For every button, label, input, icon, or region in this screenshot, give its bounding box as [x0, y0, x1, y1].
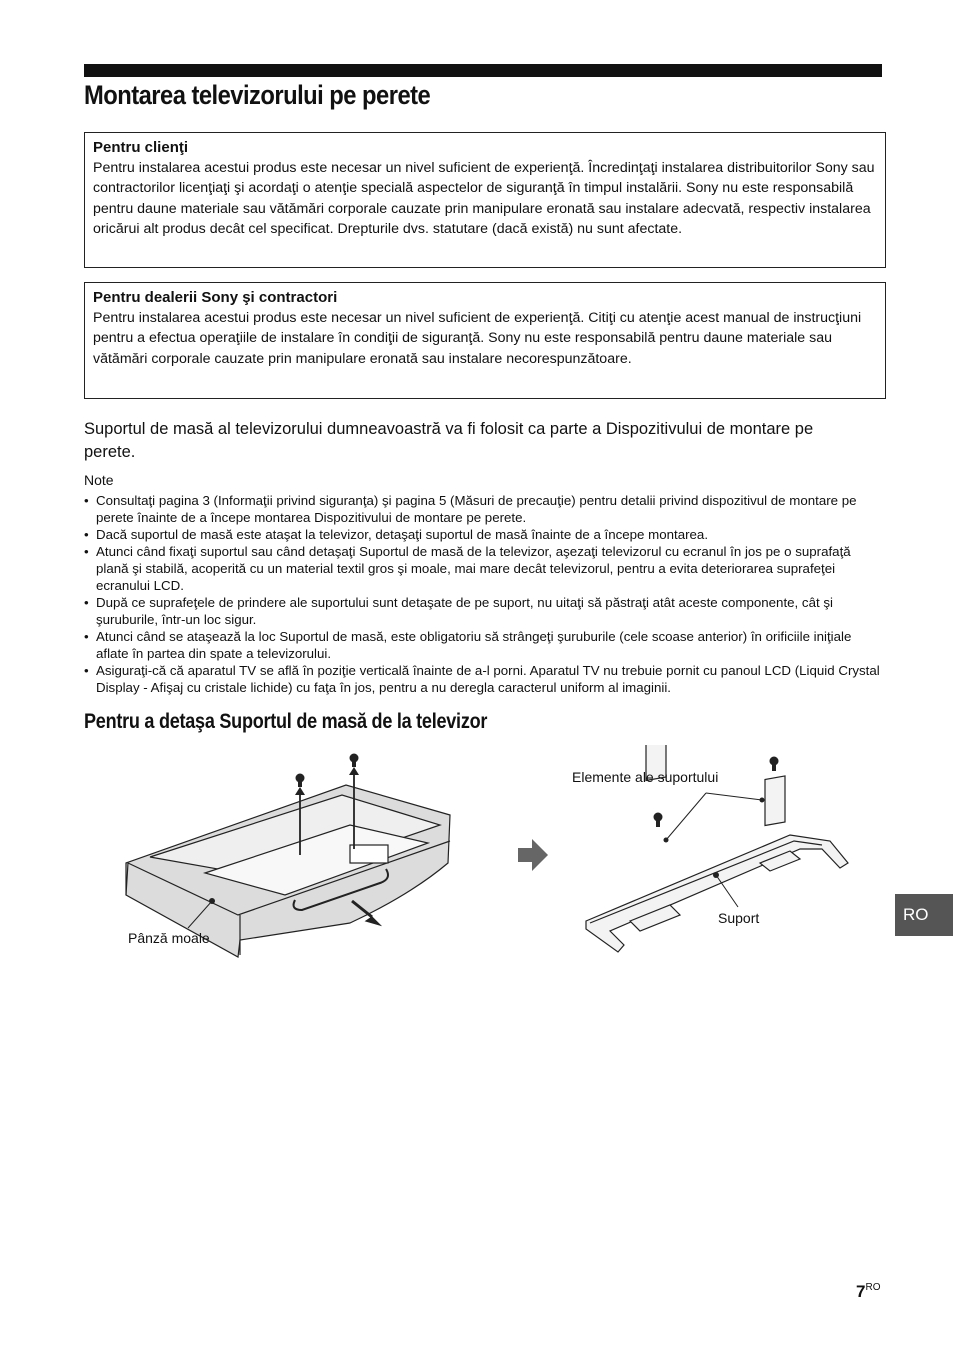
- note-text: Asiguraţi-că că aparatul TV se află în poziţie verticală înainte de a-l porni. Aparatul TV nu trebuie pornit cu panoul LCD (Liquid Crystal Display - Afişaj cu cristale lichide) cu faţa în jos, pentru a nu deregla caracterul uniform al imaginii.: [96, 663, 880, 695]
- note-text: Atunci când fixaţi suportul sau când detaşaţi Suportul de masă de la televizor, aşezaţi televizorul cu ecranul în jos pe o suprafaţă plană şi stabilă, acoperită cu un material textil gros şi moale, mai mare decât televizorul, pentru a evita deteriorarea suprafeţei ecranului LCD.: [96, 544, 851, 593]
- arrow-right-icon: [518, 839, 548, 871]
- stand-screws: [654, 757, 779, 828]
- list-item: • Asiguraţi-că că aparatul TV se află în poziţie verticală înainte de a-l porni. Aparatul TV nu trebuie pornit cu panoul LCD (Liquid Crystal Display - Afişaj cu cristale lichide) cu faţa în jos, pentru a nu deregla caracterul uniform al imaginii.: [84, 663, 880, 695]
- clients-body: Pentru instalarea acestui produs este necesar un nivel suficient de experienţă. Încredinţaţi instalarea distribuitorilor Sony sau contractorilor licenţiaţi şi acordaţi o atenţie specială aspectelor de siguranţă în timpul instalării. Sony nu este responsabilă pentru daune materiale sau vătămări corporale cauzate prin manipulare eronată sau instalare adecvată, respectiv instalarea oricărui alt produs decât cel specificat. Drepturile dvs. statutare (dacă există) nu sunt afectate.: [93, 160, 875, 237]
- page-number: [856, 1282, 880, 1302]
- page-title: Montarea televizorului pe perete: [84, 80, 431, 110]
- page-number-value: 7: [856, 1282, 866, 1301]
- list-item: • Dacă suportul de masă este ataşat la televizor, detaşaţi suportul de masă înainte de a începe montarea.: [84, 527, 709, 542]
- dealers-heading: Pentru dealerii Sony şi contractori: [93, 289, 338, 306]
- list-item: • După ce suprafeţele de prindere ale suportului sunt detaşate de pe suport, nu uitaţi să păstraţi atât aceste componente, cât şi şuruburile, într-un loc sigur.: [84, 595, 833, 627]
- soft-cloth-label: Pânză moale: [128, 930, 210, 946]
- section-heading: Pentru a detaşa Suportul de masă de la televizor: [84, 710, 488, 733]
- note-text: Consultaţi pagina 3 (Informaţii privind siguranţa) şi pagina 5 (Măsuri de precauţie) pentru detalii privind dispozitivul de montare pe perete înainte de a începe montarea Dispozitivului de montare pe perete.: [96, 493, 857, 525]
- lead-paragraph: Suportul de masă al televizorului dumneavoastră va fi folosit ca parte a Dispozitivului de montare pe perete.: [84, 420, 814, 461]
- illustration: [110, 745, 870, 970]
- detach-stand-figure: [110, 745, 870, 970]
- clients-box: [84, 132, 886, 268]
- clients-heading: Pentru clienţi: [93, 139, 189, 156]
- notes-list: [84, 492, 884, 696]
- note-text: Atunci când se ataşează la loc Suportul de masă, este obligatoriu să strângeţi şuruburile (cele scoase anterior) în orificiile iniţiale aflate în partea din spate a televizorului.: [96, 629, 852, 661]
- top-rule: [84, 64, 882, 77]
- list-item: • Atunci când fixaţi suportul sau când detaşaţi Suportul de masă de la televizor, aşezaţi televizorul cu ecranul în jos pe o suprafaţă plană şi stabilă, acoperită cu un material textil gros şi moale, mai mare decât televizorul, pentru a evita deteriorarea suprafeţei ecranului LCD.: [84, 544, 851, 593]
- list-item: • Atunci când se ataşează la loc Suportul de masă, este obligatoriu să strângeţi şuruburile (cele scoase anterior) în orificiile iniţiale aflate în partea din spate a televizorului.: [84, 629, 852, 661]
- language-tab: RO: [895, 894, 953, 936]
- note-text: După ce suprafeţele de prindere ale suportului sunt detaşate de pe suport, nu uitaţi să păstraţi atât aceste componente, cât şi şuruburile, într-un loc sigur.: [96, 595, 833, 627]
- stand-parts-label: Elemente ale suportului: [572, 769, 719, 785]
- page-number-suffix: RO: [865, 1282, 881, 1293]
- notes-title: Note: [84, 472, 114, 488]
- note-text: Dacă suportul de masă este ataşat la televizor, detaşaţi suportul de masă înainte de a începe montarea.: [96, 527, 709, 542]
- stand-label: Suport: [718, 910, 760, 926]
- dealers-box: [84, 282, 886, 399]
- dealers-body: Pentru instalarea acestui produs este necesar un nivel suficient de experienţă. Citiţi cu atenţie acest manual de instrucţiuni pentru a efectua operaţiile de instalare în condiţii de siguranţă. Sony nu este responsabilă pentru daune materiale sau vătămări corporale cauzate prin manipulare eronată sau instalare necorespunzătoare.: [93, 310, 862, 367]
- list-item: • Consultaţi pagina 3 (Informaţii privind siguranţa) şi pagina 5 (Măsuri de precauţie) pentru detalii privind dispozitivul de montare pe perete înainte de a începe montarea Dispozitivului de montare pe perete.: [84, 493, 857, 525]
